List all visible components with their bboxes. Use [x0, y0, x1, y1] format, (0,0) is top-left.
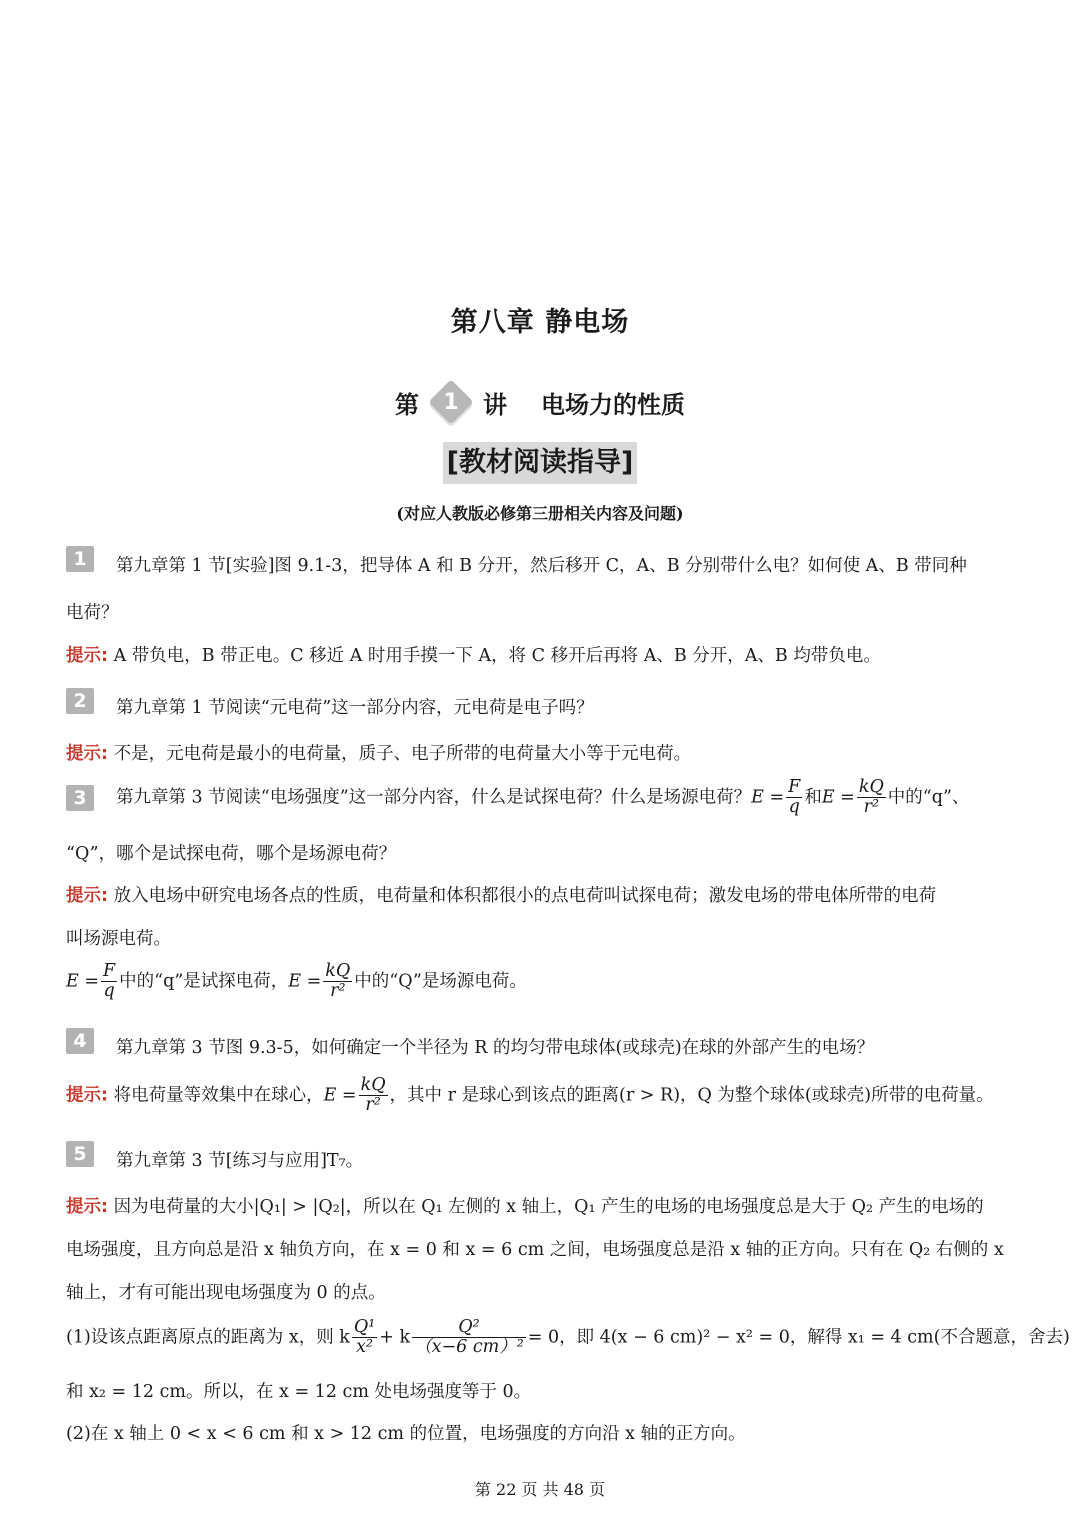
formula-e: E =: [66, 971, 100, 992]
lecture-number: 1: [443, 389, 459, 415]
chapter-title: 第八章 静电场: [450, 307, 630, 338]
question-text-cont: 电荷？: [66, 603, 119, 623]
question-text-part: 第九章第 3 节阅读“电场强度”这一部分内容，什么是试探电荷？什么是场源电荷？: [116, 787, 752, 808]
hint-label: 提示:: [66, 646, 108, 666]
question-text-cont: “Q”，哪个是试探电荷，哪个是场源电荷？: [66, 844, 397, 864]
formula-e: E =: [821, 787, 855, 808]
fraction-q2-over-den: $\frac{\text{Q²}}{\text{（x−6 cm）²}}$: [414, 1317, 524, 1358]
lecture-prefix: 第: [395, 390, 419, 419]
hint-line: [66, 1193, 1026, 1218]
question-text-part: 和: [804, 787, 822, 808]
hint-text-cont: 轴上，才有可能出现电场强度为 0 的点。: [66, 1283, 386, 1303]
subtitle: (对应人教版必修第三册相关内容及问题): [396, 504, 684, 523]
question-number-badge: 1: [66, 546, 94, 572]
hint-text: 因为电荷量的大小|Q₁| > |Q₂|，所以在 Q₁ 左侧的 x 轴上，Q₁ 产生的电场的电场强度总是大于 Q₂ 产生的电场的: [113, 1197, 984, 1217]
question-text-part: 中的“q”、: [887, 787, 970, 808]
lecture-heading: [0, 380, 1080, 424]
fraction-kq-over-r2: $\frac{kQ}{\text{r²}}$: [858, 777, 884, 818]
fraction-kq-over-r2: $\frac{kQ}{\text{r²}}$: [360, 1075, 386, 1116]
hint-text: 放入电场中研究电场各点的性质，电荷量和体积都很小的点电荷叫试探电荷；激发电场的带电体所带的电荷: [113, 886, 937, 906]
question-number-badge: 2: [66, 688, 94, 714]
question-text: 第九章第 1 节[实验]图 9.1-3，把导体 A 和 B 分开，然后移开 C，A、B 分别带什么电？如何使 A、B 带同种: [116, 556, 967, 576]
hint-text: 不是，元电荷是最小的电荷量，质子、电子所带的电荷量大小等于元电荷。: [113, 744, 692, 764]
fraction-kq-over-r2: $\frac{kQ}{\text{r²}}$: [325, 961, 351, 1002]
guide-label: [教材阅读指导]: [443, 442, 637, 484]
question-text: 第九章第 1 节阅读“元电荷”这一部分内容，元电荷是电子吗？: [116, 698, 594, 718]
hint-text-part: 中的“Q”是场源电荷。: [354, 971, 527, 992]
question-number-badge: 5: [66, 1141, 94, 1167]
hint-formula-line: [66, 962, 1026, 1002]
hint-text-part: = 0，即 4(x − 6 cm)² − x² = 0，解得 x₁ = 4 cm(不合题意，舍去): [527, 1327, 1070, 1348]
formula-e: E =: [323, 1085, 357, 1106]
hint-text-part: ，其中 r 是球心到该点的距离(r > R)，Q 为整个球体(或球壳)所带的电荷量。: [389, 1085, 994, 1106]
fraction-f-over-q: $\frac{F}{q}$: [103, 961, 116, 1002]
hint-part2: (2)在 x 轴上 0 < x < 6 cm 和 x > 12 cm 的位置，电场强度的方向沿 x 轴的正方向。: [66, 1424, 746, 1444]
formula-e: E =: [288, 971, 322, 992]
page-footer: 第 22 页 共 48 页: [474, 1480, 606, 1499]
question-number-badge: 4: [66, 1028, 94, 1054]
hint-part1-cont: 和 x₂ = 12 cm。所以，在 x = 12 cm 处电场强度等于 0。: [66, 1382, 532, 1402]
question-text: [116, 778, 1076, 818]
formula-plus-k: + k: [379, 1327, 411, 1348]
hint-label: 提示:: [66, 744, 108, 764]
hint-text: A 带负电，B 带正电。C 移近 A 时用手摸一下 A，将 C 移开后再将 A、B 分开，A、B 均带负电。: [113, 646, 881, 666]
hint-part1: [66, 1317, 1070, 1358]
hint-label: 提示:: [66, 886, 108, 906]
hint-line: [66, 882, 1026, 907]
fraction-q1-over-x2: $\frac{\text{Q¹}}{\text{x²}}$: [353, 1317, 376, 1358]
lecture-suffix: 讲: [483, 390, 507, 419]
hint-text-cont: 电场强度，且方向总是沿 x 轴负方向，在 x = 0 和 x = 6 cm 之间，电场强度总是沿 x 轴的正方向。只有在 Q₂ 右侧的 x: [66, 1240, 1004, 1260]
question-text: 第九章第 3 节[练习与应用]T₇。: [116, 1151, 364, 1171]
hint-line: [66, 740, 1026, 765]
question-text: 第九章第 3 节图 9.3-5，如何确定一个半径为 R 的均匀带电球体(或球壳)在球的外部产生的电场？: [116, 1038, 875, 1058]
lecture-title: 电场力的性质: [541, 390, 685, 419]
hint-line: [66, 1076, 1026, 1116]
hint-line: [66, 642, 1026, 667]
hint-label: 提示:: [66, 1085, 108, 1106]
hint-text-part: 将电荷量等效集中在球心，: [113, 1085, 324, 1106]
hint-text-cont: 叫场源电荷。: [66, 929, 171, 949]
formula-e: E =: [751, 787, 785, 808]
fraction-f-over-q: $\frac{F}{q}$: [788, 777, 801, 818]
hint-text-part: 中的“q”是试探电荷，: [119, 971, 289, 992]
hint-label: 提示:: [66, 1197, 108, 1217]
lecture-number-badge: [429, 380, 473, 424]
hint-text-part: (1)设该点距离原点的距离为 x，则 k: [66, 1327, 350, 1348]
question-number-badge: 3: [66, 785, 94, 811]
